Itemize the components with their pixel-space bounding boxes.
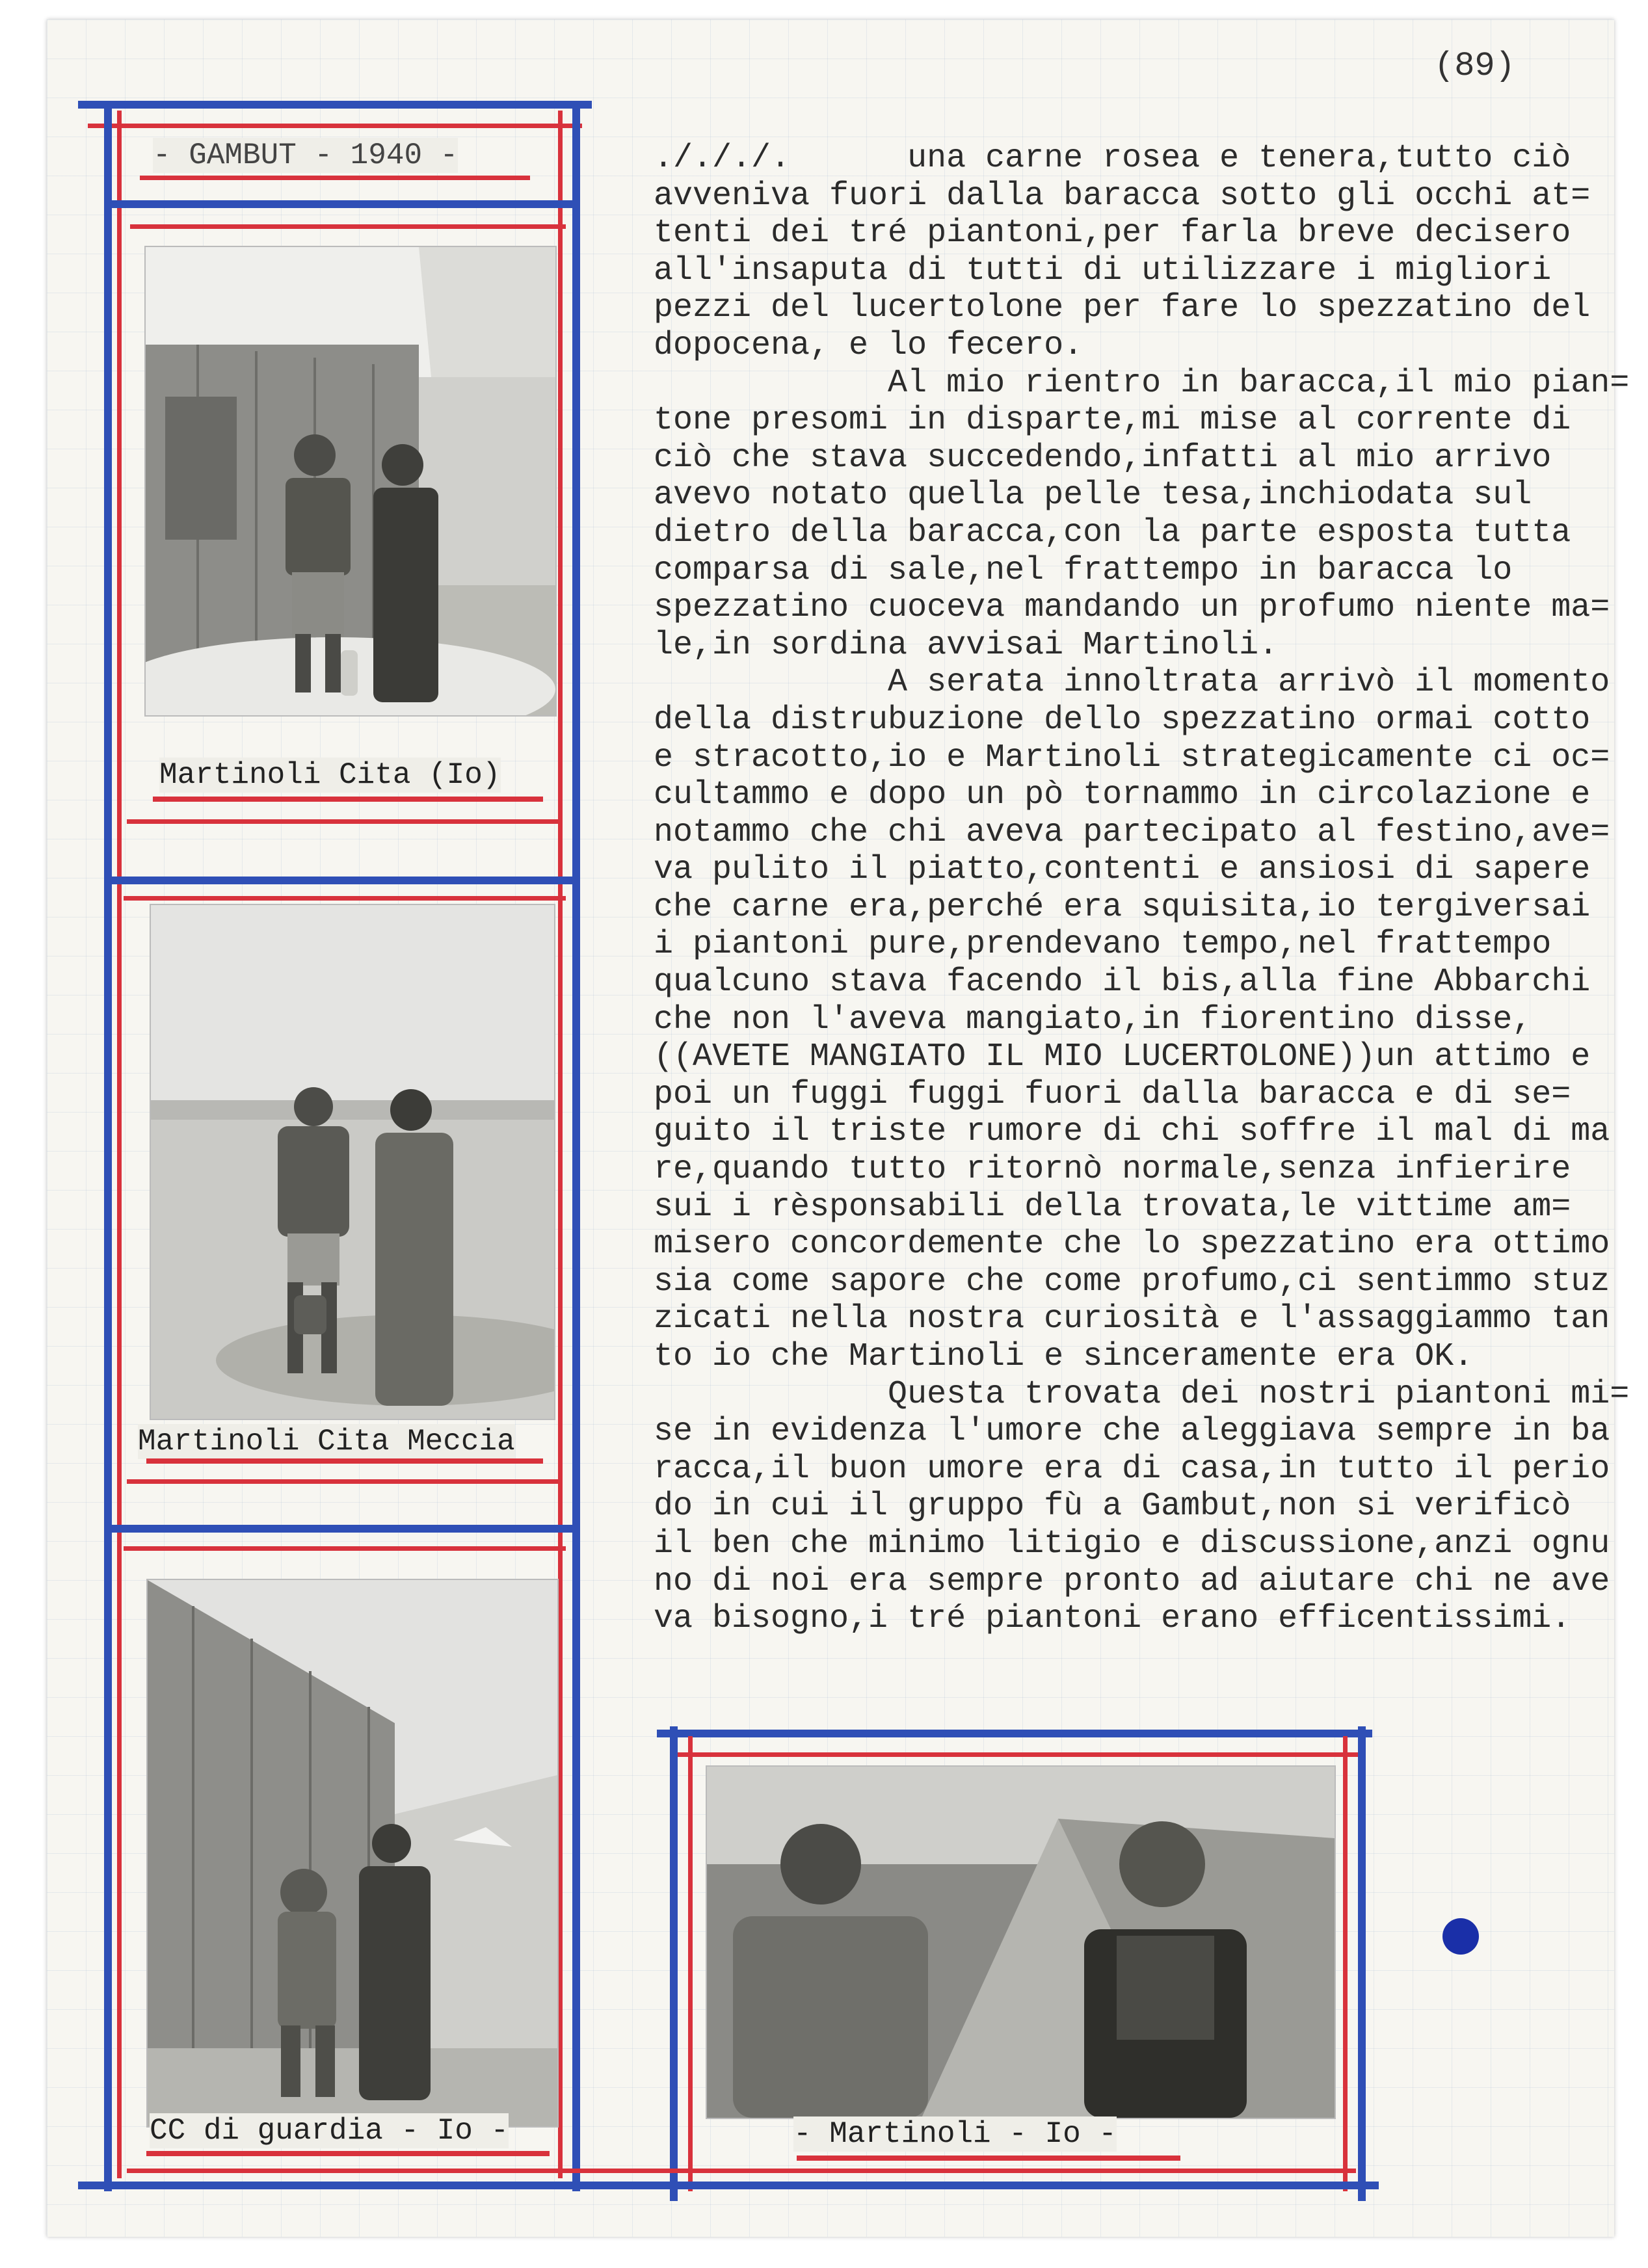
frame-line bbox=[572, 104, 580, 2191]
text-line: dietro della baracca,con la parte esposta tutta bbox=[654, 514, 1571, 551]
typed-narrative bbox=[654, 140, 1630, 1638]
text-line: pezzi del lucertolone per fare lo spezzatino del bbox=[654, 289, 1591, 327]
text-line: dopocena, e lo fecero. bbox=[654, 326, 1083, 364]
text-line: tone presomi in disparte,mi mise al corrente di bbox=[654, 402, 1571, 440]
text-line: tenti dei tré piantoni,per farla breve decisero bbox=[654, 215, 1571, 252]
text-line: sia come sapore che come profumo,ci sentimmo stuz bbox=[654, 1263, 1610, 1300]
text-line: va pulito il piatto,contenti e ansiosi di sapere bbox=[654, 851, 1591, 889]
text-line: poi un fuggi fuggi fuori dalla baracca e di se= bbox=[654, 1075, 1571, 1113]
text-line: notammo che chi aveva partecipato al festino,ave= bbox=[654, 813, 1610, 851]
frame-line bbox=[111, 200, 579, 208]
text-line: A serata innoltrata arrivò il momento bbox=[654, 664, 1610, 702]
text-line: guito il triste rumore di chi soffre il mal di ma bbox=[654, 1113, 1610, 1151]
text-line: le,in sordina avvisai Martinoli. bbox=[654, 626, 1279, 664]
text-line: che non l'aveva mangiato,in fiorentino disse, bbox=[654, 1001, 1532, 1038]
text-line: avevo notato quella pelle tesa,inchiodata sul bbox=[654, 477, 1532, 514]
text-line: e stracotto,io e Martinoli strategicamente ci oc= bbox=[654, 739, 1610, 776]
photo-guard bbox=[146, 1579, 559, 2128]
frame-line bbox=[104, 104, 112, 2191]
text-line: ((AVETE MANGIATO IL MIO LUCERTOLONE))un attimo e bbox=[654, 1038, 1591, 1076]
text-line: ./././. una carne rosea e tenera,tutto ciò bbox=[654, 140, 1571, 177]
frame-line bbox=[676, 1752, 1359, 1757]
text-line: to io che Martinoli e sinceramente era OK. bbox=[654, 1338, 1474, 1375]
photo-caption: - Martinoli - Io - bbox=[793, 2117, 1117, 2151]
blue-ink-dot bbox=[1442, 1918, 1479, 1955]
photo-soldiers-desert bbox=[150, 904, 555, 1420]
photo-soldiers-hut bbox=[144, 246, 557, 717]
frame-line bbox=[111, 1525, 579, 1533]
text-line: comparsa di sale,nel frattempo in baracca lo bbox=[654, 551, 1513, 589]
text-line: zicati nella nostra curiosità e l'assaggiammo tan bbox=[654, 1300, 1610, 1338]
frame-line bbox=[88, 124, 582, 128]
text-line: sui i rèsponsabili della trovata,le vittime am= bbox=[654, 1188, 1571, 1226]
photo-caption: Martinoli Cita (Io) bbox=[159, 758, 501, 792]
frame-line bbox=[797, 2156, 1180, 2161]
page-number: (89) bbox=[1434, 47, 1515, 85]
text-line: ciò che stava succedendo,infatti al mio arrivo bbox=[654, 439, 1552, 477]
frame-line bbox=[153, 797, 543, 802]
photo-caption: Martinoli Cita Meccia bbox=[138, 1425, 515, 1458]
frame-line bbox=[124, 1546, 566, 1551]
text-line: misero concordemente che lo spezzatino era ottimo bbox=[654, 1226, 1610, 1263]
text-line: all'insaputa di tutti di utilizzare i migliori bbox=[654, 252, 1552, 289]
text-line: avveniva fuori dalla baracca sotto gli occhi at= bbox=[654, 177, 1591, 215]
text-line: spezzatino cuoceva mandando un profumo niente ma= bbox=[654, 589, 1610, 627]
frame-line bbox=[140, 176, 530, 180]
text-line: re,quando tutto ritornò normale,senza infierire bbox=[654, 1151, 1571, 1189]
frame-line bbox=[146, 1458, 543, 1464]
frame-line bbox=[670, 1726, 678, 2201]
text-line: no di noi era sempre pronto ad aiutare chi ne ave bbox=[654, 1563, 1610, 1600]
text-line: do in cui il gruppo fù a Gambut,non si verificò bbox=[654, 1488, 1571, 1525]
text-line: racca,il buon umore era di casa,in tutto il perio bbox=[654, 1450, 1610, 1488]
text-line: cultammo e dopo un pò tornammo in circolazione e bbox=[654, 776, 1591, 814]
frame-line bbox=[1358, 1726, 1366, 2201]
text-line: qualcuno stava facendo il bis,alla fine Abbarchi bbox=[654, 964, 1591, 1001]
frame-line bbox=[1343, 1736, 1348, 2191]
frame-line bbox=[124, 896, 566, 901]
photo-tent-portrait bbox=[706, 1765, 1336, 2119]
text-line: Questa trovata dei nostri piantoni mi= bbox=[654, 1375, 1630, 1413]
text-line: va bisogno,i tré piantoni erano efficentissimi. bbox=[654, 1600, 1571, 1638]
text-line: se in evidenza l'umore che aleggiava sempre in ba bbox=[654, 1413, 1610, 1451]
text-line: i piantoni pure,prendevano tempo,nel frattempo bbox=[654, 926, 1552, 964]
frame-line bbox=[127, 819, 563, 824]
photo-caption: CC di guardia - Io - bbox=[150, 2114, 509, 2148]
frame-line bbox=[117, 111, 122, 2178]
text-line: Al mio rientro in baracca,il mio pian= bbox=[654, 364, 1630, 402]
text-line: della distrubuzione dello spezzatino ormai cotto bbox=[654, 701, 1591, 739]
text-line: che carne era,perché era squisita,io tergiversai bbox=[654, 888, 1591, 926]
frame-line bbox=[688, 1736, 693, 2191]
frame-line bbox=[657, 1730, 1372, 1737]
frame-line bbox=[146, 2151, 550, 2156]
frame-line bbox=[130, 224, 566, 229]
frame-line bbox=[78, 101, 592, 109]
frame-line bbox=[558, 111, 563, 2178]
frame-line bbox=[127, 1479, 563, 1484]
text-line: il ben che minimo litigio e discussione,anzi ognu bbox=[654, 1525, 1610, 1563]
header-title: - GAMBUT - 1940 - bbox=[153, 138, 459, 172]
frame-line bbox=[78, 2182, 1379, 2189]
frame-line bbox=[127, 2169, 1356, 2173]
frame-line bbox=[111, 877, 579, 884]
